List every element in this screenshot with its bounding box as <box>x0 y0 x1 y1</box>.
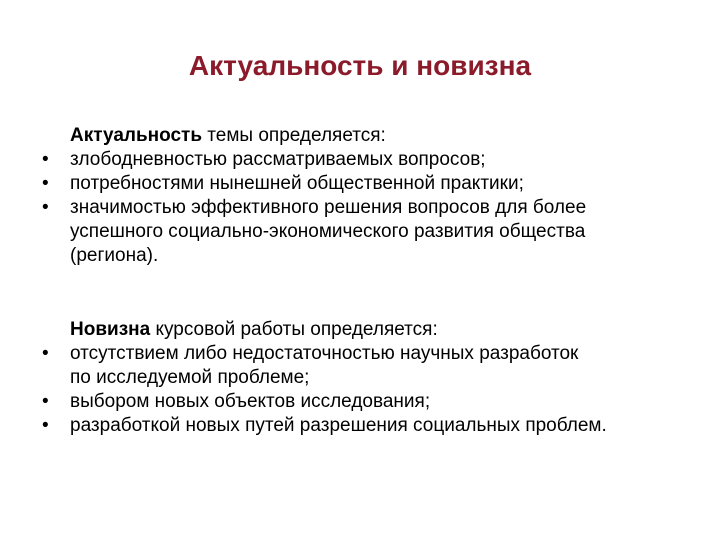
bullet-icon: • <box>42 197 49 218</box>
list-item-text: разработкой новых путей разрешения социальных проблем. <box>70 415 607 436</box>
bullet-icon: • <box>42 173 49 194</box>
list-item-text: выбором новых объектов исследования; <box>70 391 431 412</box>
slide-title: Актуальность и новизна <box>188 50 532 81</box>
list-item-text: потребностями нынешней общественной практики; <box>70 173 524 194</box>
list-item-text: злободневностью рассматриваемых вопросов; <box>70 149 486 170</box>
bullet-icon: • <box>42 415 49 436</box>
bullet-icon: • <box>42 343 49 364</box>
list-item-text: значимостью эффективного решения вопросов для более успешного социально-экономического развития общества (региона). <box>70 197 587 266</box>
section2-lead-text: курсовой работы определяется: <box>150 319 438 340</box>
section2-lead <box>70 318 438 342</box>
section2-lead-bold: Новизна <box>70 319 151 340</box>
section1-lead <box>70 124 386 148</box>
bullet-icon: • <box>42 391 49 412</box>
section1-lead-text: темы определяется: <box>202 125 386 146</box>
list-item-text: отсутствием либо недостаточностью научных разработок по исследуемой проблеме; <box>70 343 579 388</box>
bullet-icon: • <box>42 149 49 170</box>
section1-lead-bold: Актуальность <box>70 125 203 146</box>
